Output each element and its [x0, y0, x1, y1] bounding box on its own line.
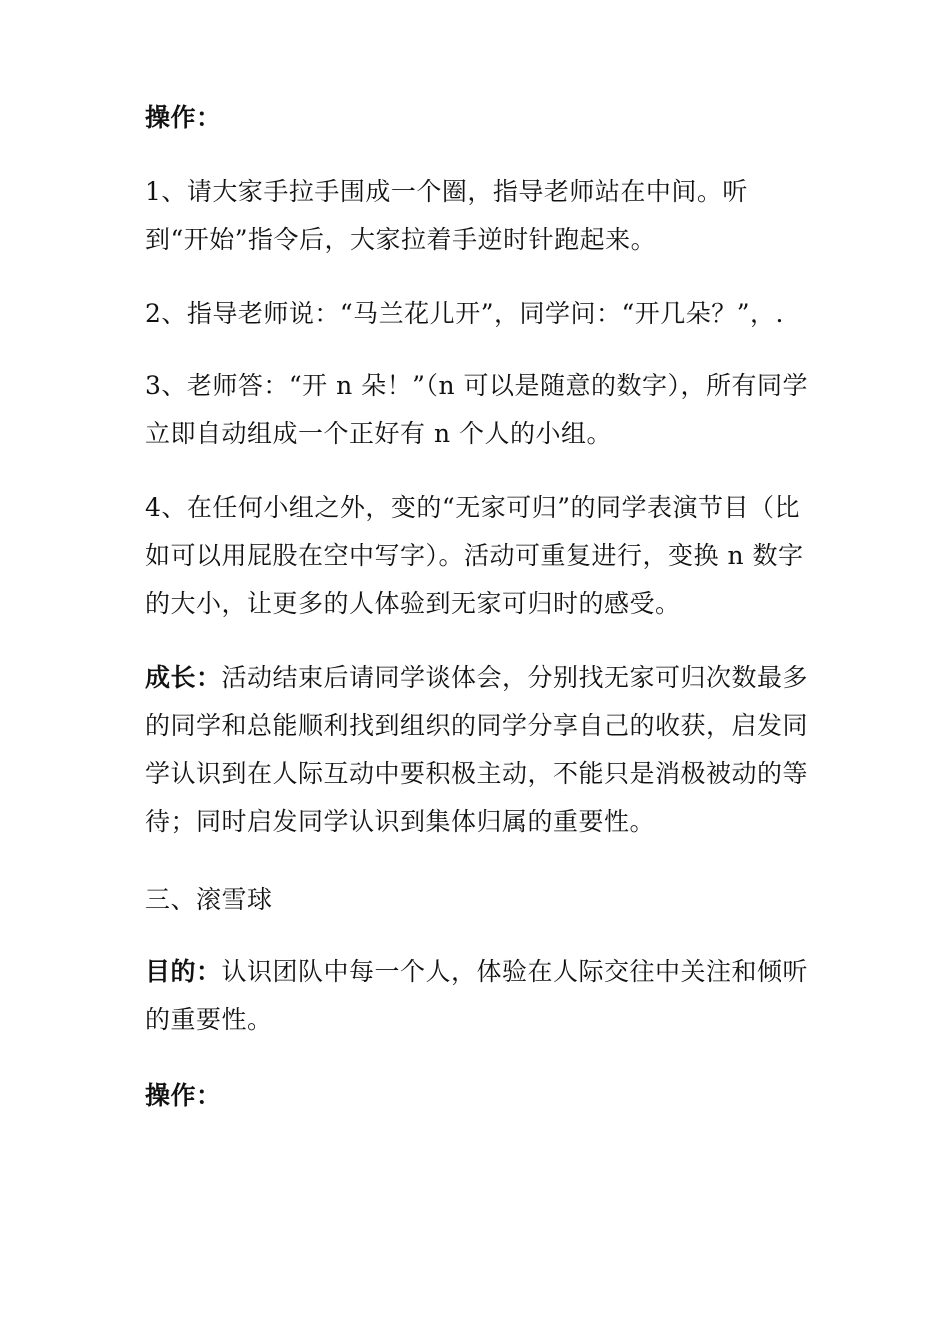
growth-paragraph — [145, 654, 810, 846]
heading-operation-1: 操作： — [145, 103, 222, 132]
step-4: 4、在任何小组之外，变的“无家可归”的同学表演节目（比如可以用屁股在空中写字）。活动可重复进行，变换 n 数字的大小，让更多的人体验到无家可归时的感受。 — [145, 493, 804, 618]
section-3-title: 三、滚雪球 — [145, 885, 273, 914]
purpose-label: 目的： — [145, 957, 222, 986]
purpose-paragraph — [145, 948, 810, 1044]
step-3: 3、老师答：“开 n 朵！”（n 可以是随意的数字），所有同学立即自动组成一个正好有 n 个人的小组。 — [145, 371, 809, 448]
step-2: 2、指导老师说：“马兰花儿开”，同学问：“开几朵？”，. — [145, 299, 784, 328]
step-1: 1、请大家手拉手围成一个圈，指导老师站在中间。听到“开始”指令后，大家拉着手逆时针跑起来。 — [145, 177, 748, 254]
growth-label: 成长： — [145, 663, 222, 692]
purpose-text: 认识团队中每一个人，体验在人际交往中关注和倾听的重要性。 — [145, 957, 809, 1034]
growth-text: 活动结束后请同学谈体会，分别找无家可归次数最多的同学和总能顺利找到组织的同学分享自己的收获，启发同学认识到在人际互动中要积极主动，不能只是消极被动的等待；同时启发同学认识到集体归属的重要性。 — [145, 663, 809, 836]
heading-operation-2: 操作： — [145, 1081, 222, 1110]
